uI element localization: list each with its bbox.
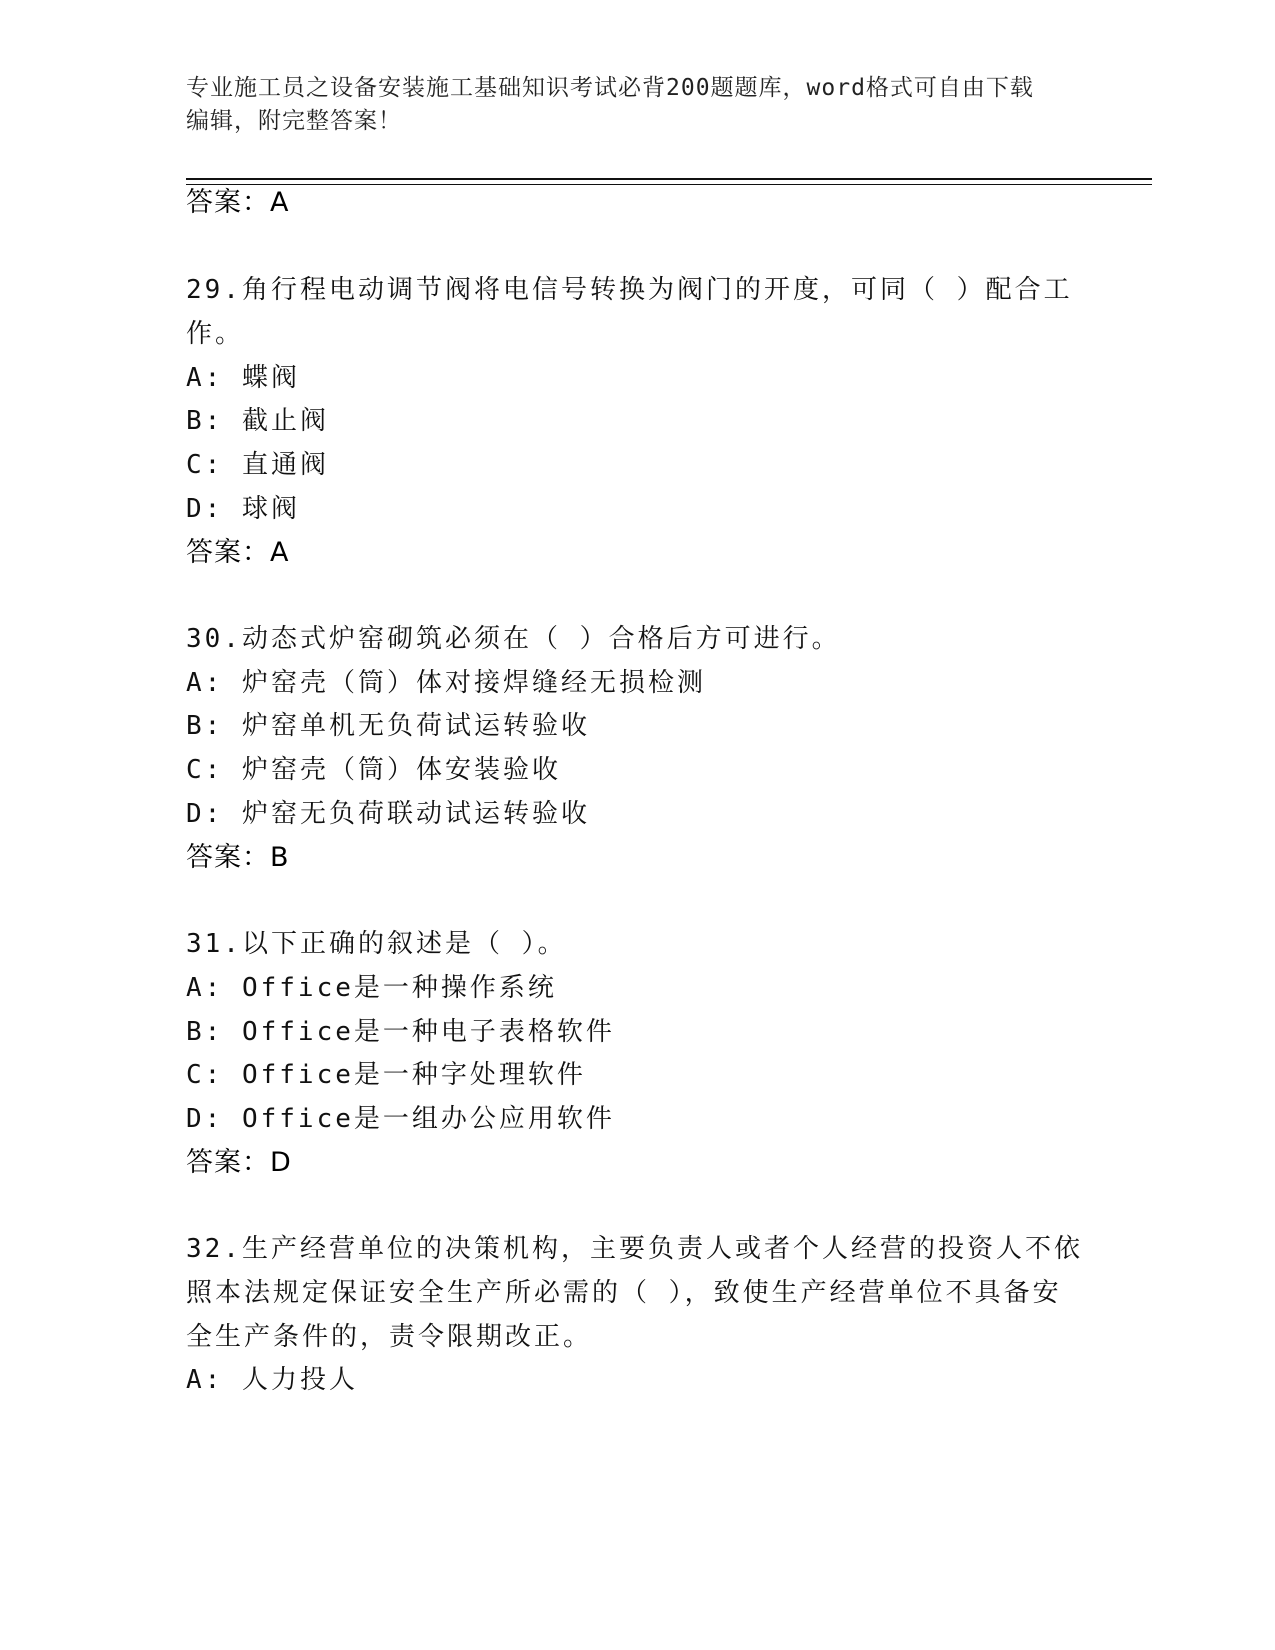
option-a: A: 蝶阀 bbox=[186, 363, 300, 393]
option-b: B: 炉窑单机无负荷试运转验收 bbox=[186, 711, 590, 741]
option-d: D: 球阀 bbox=[186, 494, 300, 524]
question-stem-line: 作。 bbox=[186, 319, 245, 349]
document-header-note bbox=[186, 72, 1066, 138]
option-b: B: Office是一种电子表格软件 bbox=[186, 1017, 615, 1047]
question-stem-line: 全生产条件的，责令限期改正。 bbox=[186, 1322, 593, 1352]
option-d: D: Office是一组办公应用软件 bbox=[186, 1104, 615, 1134]
header-note-line-1: 专业施工员之设备安装施工基础知识考试必背200题题库，word格式可自由下载 bbox=[186, 75, 1034, 101]
option-c: C: 直通阀 bbox=[186, 450, 329, 480]
option-b: B: 截止阀 bbox=[186, 406, 329, 436]
header-divider-thick bbox=[186, 178, 1152, 180]
option-c: C: 炉窑壳（筒）体安装验收 bbox=[186, 755, 561, 785]
question-stem-line: 照本法规定保证安全生产所必需的（ ），致使生产经营单位不具备安 bbox=[186, 1278, 1062, 1308]
question-stem-line: 30.动态式炉窑砌筑必须在（ ）合格后方可进行。 bbox=[186, 624, 841, 654]
question-answer: 答案：D bbox=[186, 1147, 292, 1178]
question-stem-line: 31.以下正确的叙述是（ ）。 bbox=[186, 929, 567, 959]
question-answer: 答案：A bbox=[186, 537, 290, 568]
previous-question-answer: 答案：A bbox=[186, 187, 290, 218]
option-a: A: 炉窑壳（筒）体对接焊缝经无损检测 bbox=[186, 668, 706, 698]
question-answer: 答案：B bbox=[186, 842, 290, 873]
option-c: C: Office是一种字处理软件 bbox=[186, 1060, 586, 1090]
question-stem-line: 32.生产经营单位的决策机构，主要负责人或者个人经营的投资人不依 bbox=[186, 1234, 1083, 1264]
option-d: D: 炉窑无负荷联动试运转验收 bbox=[186, 799, 590, 829]
option-a: A: Office是一种操作系统 bbox=[186, 973, 557, 1003]
header-note-line-2: 编辑，附完整答案！ bbox=[186, 108, 402, 134]
question-stem-line: 29.角行程电动调节阀将电信号转换为阀门的开度，可同（ ）配合工 bbox=[186, 275, 1073, 305]
header-divider-thin bbox=[186, 184, 1152, 185]
option-a: A: 人力投人 bbox=[186, 1365, 358, 1395]
